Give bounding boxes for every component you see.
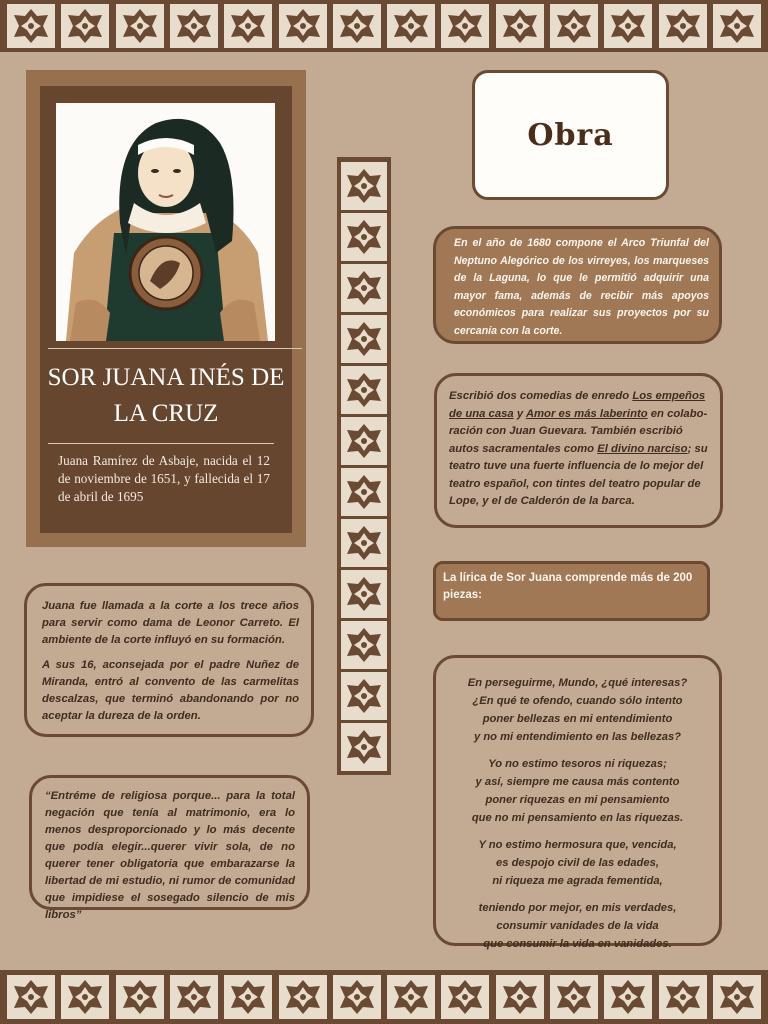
ornament-tile: [341, 468, 387, 516]
ornament-tile: [604, 975, 652, 1019]
work-title-1: Los empeños de una casa: [449, 390, 706, 420]
ornament-tile: [441, 975, 489, 1019]
poem-line: Y no estimo hermosura que, vencida,: [478, 839, 677, 851]
lyric-intro-text: La lírica de Sor Juana comprende más de 200 piezas:: [443, 572, 693, 601]
poem-line: y no mi entendimiento en las bellezas?: [473, 731, 682, 743]
ornament-tile: [333, 4, 381, 48]
poem-line: poner bellezas en mi entendimiento: [482, 713, 673, 725]
ornament-tile: [341, 723, 387, 771]
poem-line: teniendo por mejor, en mis verdades,: [478, 902, 677, 914]
theatre-text-3: en colabo-ración con Juan Guevara. También escribió autos sacramentales como: [449, 407, 708, 455]
ornament-tile: [61, 975, 109, 1019]
poem-box: [433, 655, 722, 950]
ornament-tile: [496, 975, 544, 1019]
quote-text: “Entréme de religiosa porque... para la total negación que tenía al matrimonio, era lo menos desproporcionado y lo más decente que podía elegir...querer vivir sola, de no querer tener obligatoria que embarazarse la libertad de mi estudio, ni rumor de comunidad que impidiese el sosegado silencio de mis libros”: [45, 790, 295, 921]
ornament-tile: [341, 366, 387, 414]
ornament-tile: [659, 4, 707, 48]
ornament-tile: [550, 975, 598, 1019]
poem-line: ni riqueza me agrada fementida,: [492, 875, 663, 887]
ornament-tile: [341, 519, 387, 567]
ornament-tile: [387, 4, 435, 48]
ornament-tile: [341, 315, 387, 363]
ornament-tile: [170, 4, 218, 48]
ornament-tile: [441, 4, 489, 48]
lyric-intro-box: [433, 561, 710, 621]
ornament-tile: [170, 975, 218, 1019]
arco-triunfal-box: [433, 226, 722, 344]
ornament-tile: [7, 975, 55, 1019]
theatre-text-2: y: [513, 407, 526, 420]
court-paragraph: Juana fue llamada a la corte a los trece años para servir como dama de Leonor Carreto. El ambiente de la corte influyó en su formación.: [42, 600, 299, 646]
birth-death-info: Juana Ramírez de Asbaje, nacida el 12 de noviembre de 1651, y fallecida el 17 de abril de 1695: [58, 453, 270, 504]
ornament-tile: [7, 4, 55, 48]
theatre-text-4: ; su teatro tuve una fuerte influencia de lo mejor del teatro español, con tintes del teatro popular de Lope, y el de Calderón de la barca.: [449, 442, 708, 507]
poem-line: poner riquezas en mi pensamiento: [485, 794, 670, 806]
poem-stanza: [444, 674, 711, 746]
ornament-tile: [550, 4, 598, 48]
work-title-3: El divino narciso: [597, 442, 688, 455]
ornament-tile: [341, 570, 387, 618]
poem-line: Yo no estimo tesoros ni riquezas;: [488, 758, 667, 770]
work-title-2: Amor es más laberinto: [525, 407, 648, 420]
ornament-tile: [713, 4, 761, 48]
poem-line: En perseguirme, Mundo, ¿qué interesas?: [467, 677, 688, 689]
obra-heading: Obra: [472, 70, 669, 200]
ornament-tile: [279, 4, 327, 48]
theatre-box: [434, 373, 723, 528]
ornament-tile: [341, 621, 387, 669]
ornament-tile: [61, 4, 109, 48]
theatre-text-1: Escribió dos comedias de enredo: [449, 390, 633, 402]
ornament-tile: [333, 975, 381, 1019]
arco-text: En el año de 1680 compone el Arco Triunfal del Neptuno Alegórico de los virreyes, los marqueses de la Laguna, lo que le permitió adquirir una mayor fama, además de recibir más apoyos económicos para realizar sus proyectos por su cercanía con la corte.: [454, 237, 709, 337]
portrait-image: [56, 103, 275, 341]
poem-line: ¿En qué te ofendo, cuando sólo intento: [472, 695, 683, 707]
divider: [48, 348, 302, 349]
poem-line: consumir vanidades de la vida: [496, 920, 659, 932]
top-decorative-border: [0, 0, 768, 52]
bottom-decorative-border: [0, 970, 768, 1024]
theatre-text: [449, 388, 708, 511]
ornament-tile: [341, 162, 387, 210]
poem-stanza: [444, 755, 711, 827]
court-life-box: [24, 583, 314, 737]
poem-line: y así, siempre me causa más contento: [475, 776, 680, 788]
ornament-tile: [341, 417, 387, 465]
subject-name: SOR JUANA INÉS DE LA CRUZ: [47, 364, 285, 427]
ornament-tile: [116, 4, 164, 48]
ornament-tile: [341, 264, 387, 312]
ornament-tile: [659, 975, 707, 1019]
divider: [48, 443, 274, 444]
ornament-tile: [341, 213, 387, 261]
poem-stanza: [444, 836, 711, 890]
ornament-tile: [387, 975, 435, 1019]
ornament-tile: [496, 4, 544, 48]
ornament-tile: [116, 975, 164, 1019]
vertical-decorative-border: [337, 157, 391, 775]
poem-stanza: [444, 899, 711, 953]
poem-line: que no mi pensamiento en las riquezas.: [471, 812, 684, 824]
poem-line: es despojo civil de las edades,: [496, 857, 659, 869]
convent-paragraph: A sus 16, aconsejada por el padre Nuñez de Miranda, entró al convento de las carmelitas descalzas, que terminó abandonando por no aceptar la dureza de la orden.: [42, 659, 299, 722]
ornament-tile: [341, 672, 387, 720]
ornament-tile: [713, 975, 761, 1019]
poem-line: que consumir la vida en vanidades.: [483, 938, 672, 950]
ornament-tile: [604, 4, 652, 48]
ornament-tile: [224, 975, 272, 1019]
ornament-tile: [224, 4, 272, 48]
ornament-tile: [279, 975, 327, 1019]
quote-box: [29, 775, 310, 921]
